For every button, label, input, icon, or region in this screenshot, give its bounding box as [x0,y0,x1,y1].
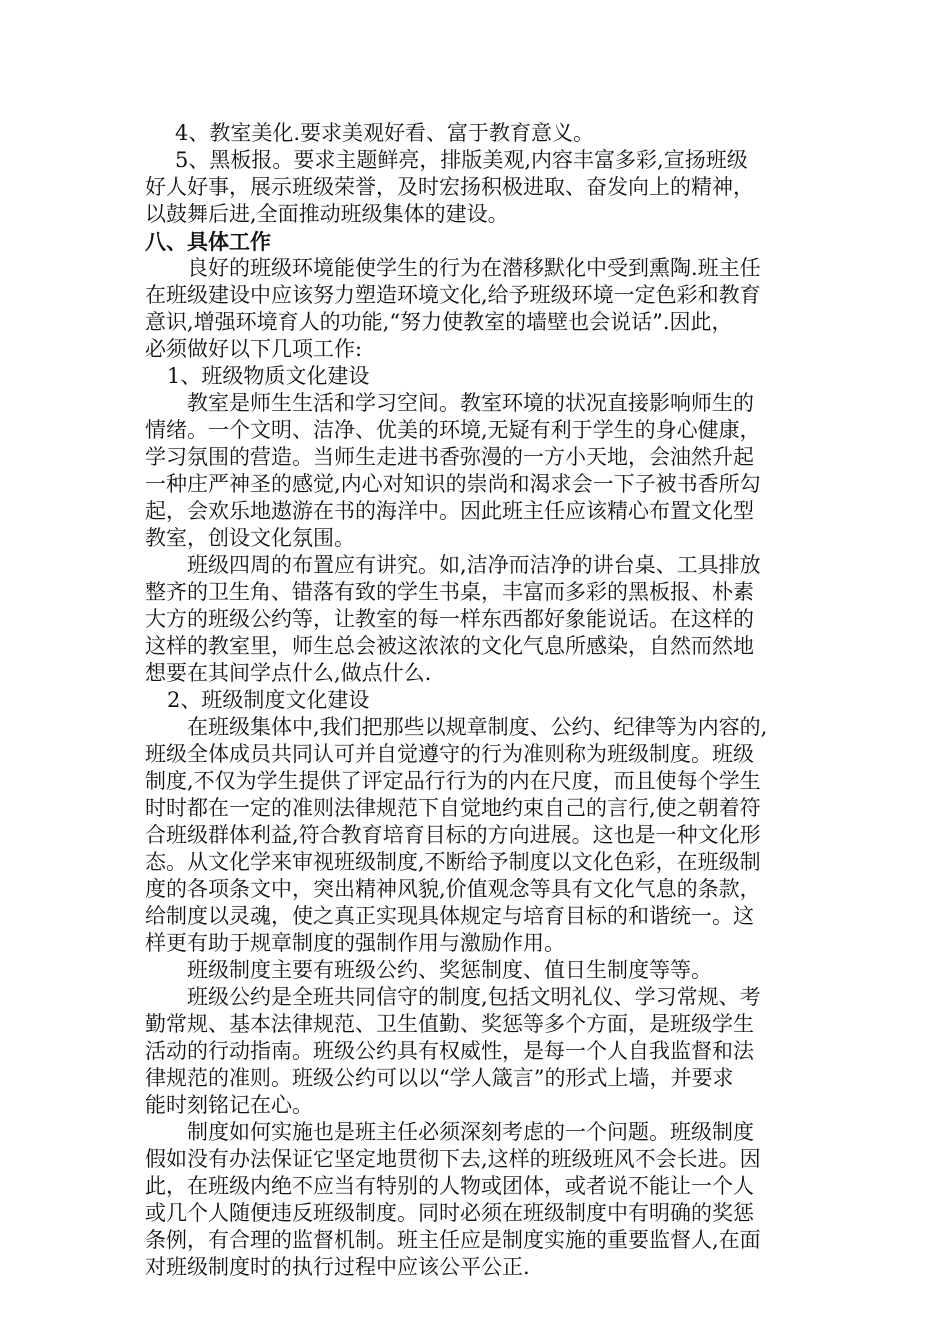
paragraph-line: 情绪。一个文明、洁净、优美的环境,无疑有利于学生的身心健康， [145,418,761,442]
subheading-system-culture: 2、班级制度文化建设 [167,688,370,712]
paragraph-line: 班级公约是全班共同信守的制度,包括文明礼仪、学习常规、考 [187,985,761,1009]
list-item-blackboard: 5、黑板报。要求主题鲜亮，排版美观,内容丰富多彩,宣扬班级 [175,148,748,172]
paragraph-line: 律规范的准则。班级公约可以以“学人箴言”的形式上墙，并要求 [145,1066,734,1090]
paragraph-line: 态。从文化学来审视班级制度,不断给予制度以文化色彩，在班级制 [145,850,761,874]
paragraph-line: 想要在其间学点什么,做点什么. [145,661,432,685]
paragraph-line: 能时刻铭记在心。 [145,1093,313,1117]
paragraph-line: 必须做好以下几项工作: [145,337,363,361]
document-page [145,120,813,1281]
paragraph-line: 以鼓舞后进,全面推动班级集体的建设。 [145,202,509,226]
paragraph-line: 在班级建设中应该努力塑造环境文化,给予班级环境一定色彩和教育 [145,283,761,307]
paragraph-line: 起，会欢乐地遨游在书的海洋中。因此班主任应该精心布置文化型 [145,499,754,523]
paragraph-line: 一种庄严神圣的感觉,内心对知识的崇尚和渴求会一下子被书香所勾 [145,472,761,496]
paragraph-line: 勤常规、基本法律规范、卫生值勤、奖惩等多个方面，是班级学生 [145,1012,754,1036]
paragraph-line: 好人好事，展示班级荣誉，及时宏扬积极进取、奋发向上的精神， [145,175,754,199]
paragraph-line: 时时都在一定的准则法律规范下自觉地约束自己的言行,使之朝着符 [145,796,761,820]
paragraph-line: 良好的班级环境能使学生的行为在潜移默化中受到熏陶.班主任 [187,256,761,280]
paragraph-line: 或几个人随便违反班级制度。同时必须在班级制度中有明确的奖惩 [145,1201,754,1225]
paragraph-line: 假如没有办法保证它坚定地贯彻下去,这样的班级班风不会长进。因 [145,1147,761,1171]
paragraph-line: 班级制度主要有班级公约、奖惩制度、值日生制度等等。 [187,958,712,982]
paragraph-line: 学习氛围的营造。当师生走进书香弥漫的一方小天地，会油然升起 [145,445,754,469]
paragraph-line: 对班级制度时的执行过程中应该公平公正. [145,1255,530,1279]
section-heading-8: 八、具体工作 [145,229,271,254]
paragraph-line: 活动的行动指南。班级公约具有权威性，是每一个人自我监督和法 [145,1039,754,1063]
paragraph-line: 教室，创设文化氛围。 [145,526,355,550]
subheading-material-culture: 1、班级物质文化建设 [167,364,370,388]
paragraph-line: 给制度以灵魂，使之真正实现具体规定与培育目标的和谐统一。这 [145,904,754,928]
paragraph-line: 意识,增强环境育人的功能,“努力使教室的墙壁也会说话”.因此， [145,310,733,334]
paragraph-line: 合班级群体利益,符合教育培育目标的方向进展。这也是一种文化形 [145,823,761,847]
paragraph-line: 班级四周的布置应有讲究。如,洁净而洁净的讲台桌、工具排放 [187,553,761,577]
paragraph-line: 制度如何实施也是班主任必须深刻考虑的一个问题。班级制度 [187,1120,754,1144]
paragraph-line: 整齐的卫生角、错落有致的学生书桌，丰富而多彩的黑板报、朴素 [145,580,754,604]
paragraph-line: 班级全体成员共同认可并自觉遵守的行为准则称为班级制度。班级 [145,742,754,766]
paragraph-line: 在班级集体中,我们把那些以规章制度、公约、纪律等为内容的, [187,715,768,739]
paragraph-line: 制度,不仅为学生提供了评定品行行为的内在尺度，而且使每个学生 [145,769,761,793]
paragraph-line: 教室是师生生活和学习空间。教室环境的状况直接影响师生的 [187,391,754,415]
paragraph-line: 大方的班级公约等，让教室的每一样东西都好象能说话。在这样的 [145,607,754,631]
paragraph-line: 度的各项条文中，突出精神风貌,价值观念等具有文化气息的条款， [145,877,761,901]
paragraph-line: 此，在班级内绝不应当有特别的人物或团体，或者说不能让一个人 [145,1174,754,1198]
paragraph-line: 这样的教室里，师生总会被这浓浓的文化气息所感染，自然而然地 [145,634,754,658]
paragraph-line: 样更有助于规章制度的强制作用与激励作用。 [145,931,565,955]
list-item-classroom-beautify: 4、教室美化.要求美观好看、富于教育意义。 [175,121,595,145]
paragraph-line: 条例，有合理的监督机制。班主任应是制度实施的重要监督人,在面 [145,1228,761,1252]
